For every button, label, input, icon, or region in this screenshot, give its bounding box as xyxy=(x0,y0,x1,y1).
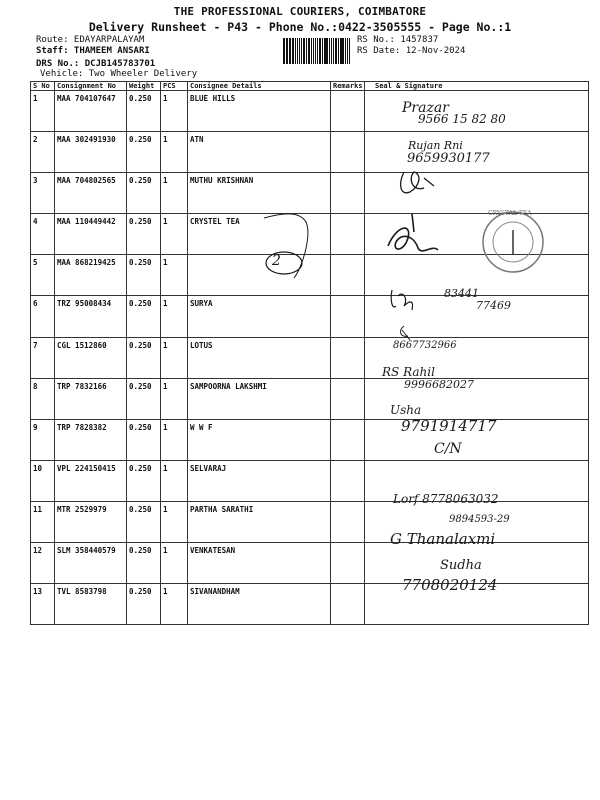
barcode-bar xyxy=(295,38,296,64)
signature-row8-phone: 9996682027 xyxy=(404,378,474,391)
barcode-bar xyxy=(319,38,321,64)
signature-row2-name: Rujan Rni xyxy=(408,139,463,152)
table-row xyxy=(31,543,589,584)
barcode-bar xyxy=(308,38,310,64)
cell-pcs: 1 xyxy=(161,132,188,173)
barcode-bar xyxy=(289,38,291,64)
cell-signature xyxy=(365,419,589,460)
cell-remarks xyxy=(331,460,365,501)
cell-weight: 0.250 xyxy=(127,173,161,214)
table-row xyxy=(31,378,589,419)
cell-sno: 5 xyxy=(31,255,55,296)
barcode-bar xyxy=(347,38,349,64)
signature-row13-name: Sudha xyxy=(440,558,482,573)
barcode-bar xyxy=(317,38,318,64)
signature-row2-phone: 9659930177 xyxy=(407,151,490,166)
cell-signature xyxy=(365,501,589,542)
signature-row6-phone-a: 83441 xyxy=(444,287,479,300)
cell-pcs: 1 xyxy=(161,543,188,584)
rs-number: RS No.: 1457837 xyxy=(357,35,439,45)
cell-consignment: MAA 704107647 xyxy=(55,91,127,132)
cell-signature xyxy=(365,543,589,584)
cell-sno: 2 xyxy=(31,132,55,173)
cell-signature xyxy=(365,132,589,173)
col-consignment: Consignment No xyxy=(55,82,127,91)
col-signature: Seal & Signature xyxy=(365,82,589,91)
table-row xyxy=(31,501,589,542)
cell-pcs: 1 xyxy=(161,501,188,542)
cell-remarks xyxy=(331,173,365,214)
cell-consignment: MAA 704802565 xyxy=(55,173,127,214)
table-row xyxy=(31,419,589,460)
table-header-row xyxy=(31,82,589,91)
signature-row8-name: RS Rahil xyxy=(382,365,435,379)
cell-consignee: SIVANANDHAM xyxy=(188,584,331,625)
col-pcs: PCS xyxy=(161,82,188,91)
signature-row6-phone-b: 77469 xyxy=(476,299,511,312)
cell-consignee: W W F xyxy=(188,419,331,460)
cell-signature xyxy=(365,584,589,625)
cell-consignee: SURYA xyxy=(188,296,331,337)
cell-consignee: ATN xyxy=(188,132,331,173)
table-row xyxy=(31,337,589,378)
cell-remarks xyxy=(331,337,365,378)
barcode-bar xyxy=(303,38,305,64)
cell-pcs: 1 xyxy=(161,173,188,214)
drs-number: DRS No.: DCJB145783701 xyxy=(36,59,156,69)
cell-weight: 0.250 xyxy=(127,214,161,255)
cell-weight: 0.250 xyxy=(127,584,161,625)
signature-row11: Lorf 8778063032 xyxy=(393,492,499,506)
cell-consignment: TRP 7832166 xyxy=(55,378,127,419)
barcode-bar xyxy=(299,38,300,64)
cell-weight: 0.250 xyxy=(127,378,161,419)
seal-text: CRYSTAL TEA xyxy=(488,210,532,217)
cell-signature xyxy=(365,337,589,378)
barcode-bar xyxy=(325,38,327,64)
cell-weight: 0.250 xyxy=(127,337,161,378)
barcode xyxy=(283,38,351,64)
cell-weight: 0.250 xyxy=(127,501,161,542)
cell-consignee: BLUE HILLS xyxy=(188,91,331,132)
table-row xyxy=(31,584,589,625)
barcode-bar xyxy=(333,38,334,64)
cell-weight: 0.250 xyxy=(127,460,161,501)
barcode-bar xyxy=(306,38,307,64)
cell-pcs: 1 xyxy=(161,378,188,419)
circled-number: 2 xyxy=(272,253,281,269)
cell-sno: 3 xyxy=(31,173,55,214)
cell-weight: 0.250 xyxy=(127,91,161,132)
staff-label: Staff: THAMEEM ANSARI xyxy=(36,46,150,56)
signature-row12: G Thanalaxmi xyxy=(390,530,496,548)
barcode-bar xyxy=(283,38,285,64)
company-title: THE PROFESSIONAL COURIERS, COIMBATORE xyxy=(173,5,427,18)
cell-consignment: CGL 1512860 xyxy=(55,337,127,378)
col-weight: Weight xyxy=(127,82,161,91)
signature-row13-phone: 7708020124 xyxy=(402,576,498,594)
barcode-bar xyxy=(286,38,287,64)
cell-pcs: 1 xyxy=(161,214,188,255)
signature-row11-phone: 9894593-29 xyxy=(449,514,510,525)
signature-row9-name: Usha xyxy=(390,403,422,417)
cell-consignment: SLM 358440579 xyxy=(55,543,127,584)
cell-pcs: 1 xyxy=(161,296,188,337)
cell-signature xyxy=(365,255,589,296)
barcode-bar xyxy=(335,38,337,64)
cell-consignee: CRYSTEL TEA xyxy=(188,214,331,255)
cell-remarks xyxy=(331,584,365,625)
cell-signature xyxy=(365,460,589,501)
cell-pcs: 1 xyxy=(161,255,188,296)
table-row xyxy=(31,296,589,337)
col-consignee: Consignee Details xyxy=(188,82,331,91)
barcode-bar xyxy=(349,38,350,64)
cell-signature xyxy=(365,296,589,337)
cell-consignment: MAA 110449442 xyxy=(55,214,127,255)
signature-row10-note: C/N xyxy=(434,441,462,457)
cell-consignee: PARTHA SARATHI xyxy=(188,501,331,542)
cell-remarks xyxy=(331,419,365,460)
cell-consignee: VENKATESAN xyxy=(188,543,331,584)
cell-consignment: MAA 868219425 xyxy=(55,255,127,296)
barcode-bar xyxy=(311,38,312,64)
cell-remarks xyxy=(331,132,365,173)
cell-consignment: VPL 224150415 xyxy=(55,460,127,501)
cell-pcs: 1 xyxy=(161,584,188,625)
cell-sno: 12 xyxy=(31,543,55,584)
cell-consignee: SELVARAJ xyxy=(188,460,331,501)
barcode-bar xyxy=(324,38,325,64)
cell-weight: 0.250 xyxy=(127,419,161,460)
runsheet-table xyxy=(30,81,589,625)
col-remarks: Remarks xyxy=(331,82,365,91)
cell-consignee xyxy=(188,255,331,296)
rs-date: RS Date: 12-Nov-2024 xyxy=(357,46,466,56)
barcode-bar xyxy=(340,38,341,64)
signature-row9-phone: 9791914717 xyxy=(401,417,497,435)
barcode-bar xyxy=(292,38,294,64)
barcode-bar xyxy=(345,38,346,64)
cell-consignment: TVL 8583798 xyxy=(55,584,127,625)
table-row xyxy=(31,173,589,214)
barcode-bar xyxy=(329,38,331,64)
table-row xyxy=(31,460,589,501)
cell-signature xyxy=(365,378,589,419)
cell-signature xyxy=(365,173,589,214)
cell-weight: 0.250 xyxy=(127,543,161,584)
cell-consignment: TRZ 95008434 xyxy=(55,296,127,337)
barcode-bar xyxy=(338,38,339,64)
cell-remarks xyxy=(331,214,365,255)
cell-consignment: MAA 302491930 xyxy=(55,132,127,173)
cell-pcs: 1 xyxy=(161,337,188,378)
barcode-bar xyxy=(297,38,298,64)
cell-pcs: 1 xyxy=(161,460,188,501)
table-row xyxy=(31,214,589,255)
route-label: Route: EDAYARPALAYAM xyxy=(36,35,145,45)
cell-consignment: TRP 7828382 xyxy=(55,419,127,460)
signature-row1-phone: 9566 15 82 80 xyxy=(418,112,506,126)
cell-remarks xyxy=(331,296,365,337)
barcode-bar xyxy=(322,38,323,64)
runsheet-title: Delivery Runsheet - P43 - Phone No.:0422-3505555 - Page No.:1 xyxy=(88,20,512,34)
barcode-bar xyxy=(313,38,314,64)
cell-sno: 10 xyxy=(31,460,55,501)
cell-remarks xyxy=(331,255,365,296)
cell-weight: 0.250 xyxy=(127,255,161,296)
cell-signature xyxy=(365,91,589,132)
cell-signature xyxy=(365,214,589,255)
cell-remarks xyxy=(331,91,365,132)
barcode-bar xyxy=(315,38,317,64)
cell-consignee: LOTUS xyxy=(188,337,331,378)
barcode-bar xyxy=(341,38,343,64)
cell-weight: 0.250 xyxy=(127,132,161,173)
cell-consignee: MUTHU KRISHNAN xyxy=(188,173,331,214)
cell-weight: 0.250 xyxy=(127,296,161,337)
cell-consignment: MTR 2529979 xyxy=(55,501,127,542)
cell-sno: 6 xyxy=(31,296,55,337)
cell-sno: 11 xyxy=(31,501,55,542)
cell-remarks xyxy=(331,378,365,419)
cell-remarks xyxy=(331,543,365,584)
cell-remarks xyxy=(331,501,365,542)
barcode-bar xyxy=(287,38,288,64)
table-row xyxy=(31,255,589,296)
table-row xyxy=(31,91,589,132)
cell-sno: 7 xyxy=(31,337,55,378)
signature-row1-name: Prazar xyxy=(402,100,449,116)
cell-sno: 1 xyxy=(31,91,55,132)
col-sno: S No xyxy=(31,82,55,91)
table-row xyxy=(31,132,589,173)
cell-consignee: SAMPOORNA LAKSHMI xyxy=(188,378,331,419)
cell-pcs: 1 xyxy=(161,419,188,460)
cell-sno: 8 xyxy=(31,378,55,419)
cell-pcs: 1 xyxy=(161,91,188,132)
cell-sno: 9 xyxy=(31,419,55,460)
vehicle-label: Vehicle: Two Wheeler Delivery xyxy=(40,69,198,79)
barcode-bar xyxy=(301,38,303,64)
signature-row7-phone: 8667732966 xyxy=(393,340,457,351)
barcode-bar xyxy=(331,38,332,64)
cell-sno: 13 xyxy=(31,584,55,625)
cell-sno: 4 xyxy=(31,214,55,255)
